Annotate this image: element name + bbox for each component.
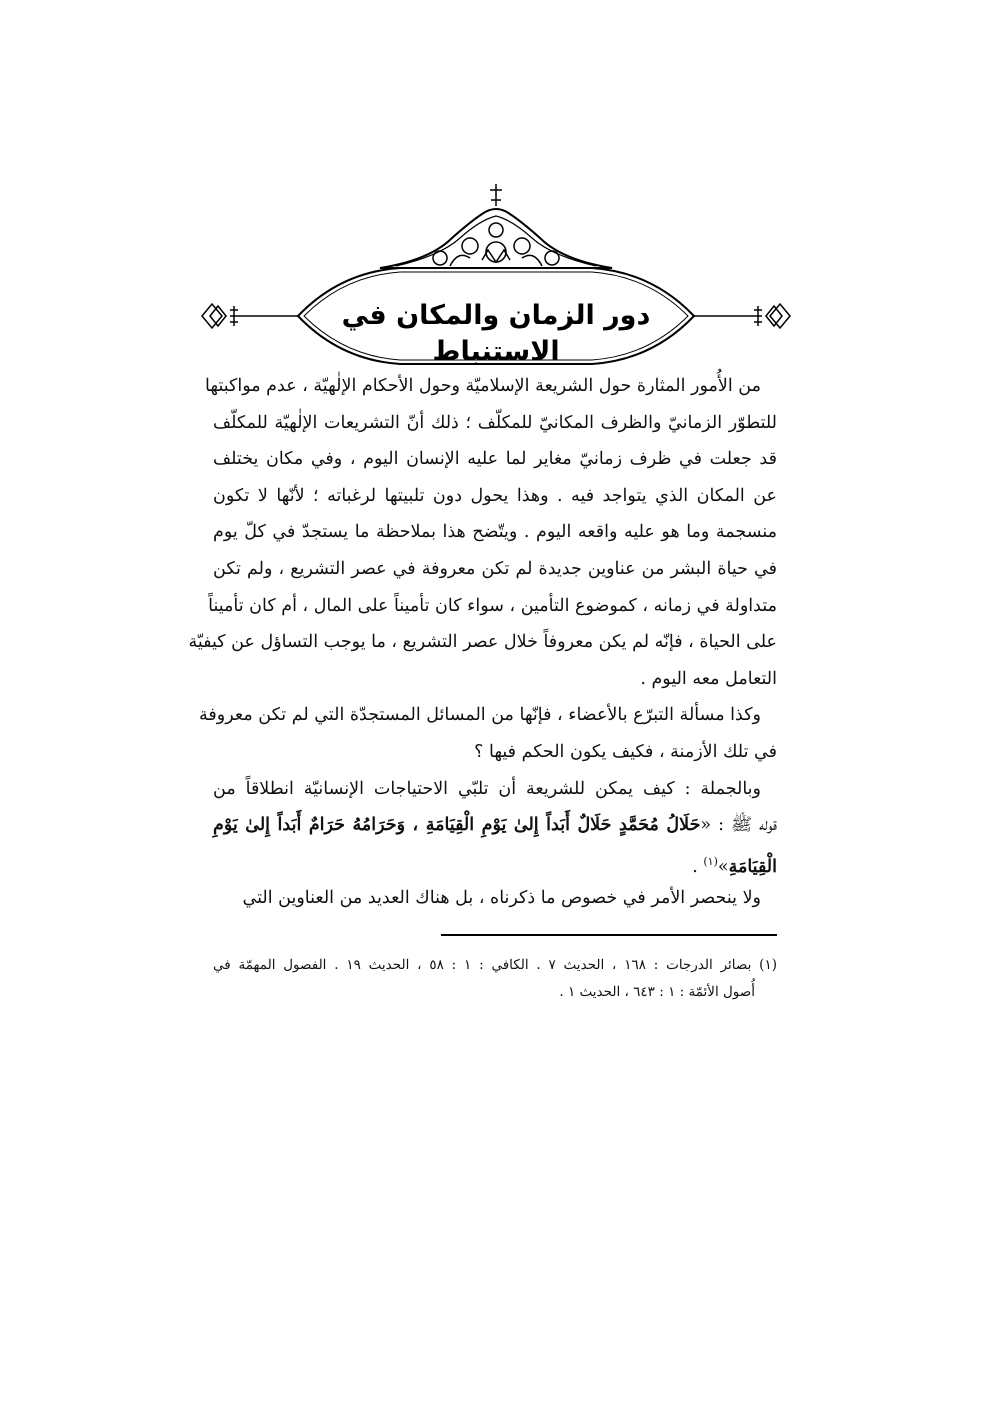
hadith-quote: الْقِيَامَةِ xyxy=(728,856,777,877)
hadith-quote: حَلَالُ مُحَمَّدٍ حَلَالٌ أَبَداً إِلىٰ يَوْمِ الْقِيَامَةِ ، وَحَرَامُهُ حَرَامٌ أَبَداً إِلىٰ يَوْمِ xyxy=(213,815,701,836)
footnote-ref[interactable]: (١) xyxy=(703,854,718,868)
quote-line xyxy=(213,844,777,881)
text-line: من الأُمور المثارة حول الشريعة الإسلاميّة وحول الأحكام الإلٰهيّة ، عدم مواكبتها xyxy=(205,376,761,396)
quote-line xyxy=(213,807,777,844)
text-line: للتطوّر الزمانيّ والظرف المكانيّ للمكلّف ؛ ذلك أنّ التشريعات الإلٰهيّة للمكلّف xyxy=(213,412,777,433)
footnote-divider xyxy=(441,934,777,936)
text-line: في تلك الأزمنة ، فكيف يكون الحكم فيها ؟ xyxy=(474,741,777,762)
footnote-line: أُصول الأئمّة : ١ : ٦٤٣ ، الحديث ١ . xyxy=(559,984,755,1000)
text-line: عن المكان الذي يتواجد فيه . وهذا يحول دون تلبيتها لرغباته ؛ لأنّها لا تكون xyxy=(213,485,777,506)
text-line: قد جعلت في ظرف زمانيّ مغاير لما عليه الإنسان اليوم ، وفي مكان يختلف xyxy=(213,449,777,470)
text-line: منسجمة وما هو عليه واقعه اليوم . ويتّضح هذا بملاحظة ما يستجدّ في كلّ يوم xyxy=(213,522,777,543)
text-line: في حياة البشر من عناوين جديدة لم تكن معروفة في عصر التشريع ، ولم تكن xyxy=(213,558,777,579)
chapter-heading xyxy=(200,180,792,365)
quote-end: . xyxy=(692,856,704,877)
footnotes xyxy=(213,952,777,1006)
page-title: دور الزمان والمكان في الاستنباط xyxy=(341,300,651,367)
quote-prefix: قوله ﷺ : « xyxy=(700,815,777,836)
text-line: التعامل معه اليوم . xyxy=(640,668,777,689)
text-line: على الحياة ، فإنّه لم يكن معروفاً خلال عصر التشريع ، ما يوجب التساؤل عن كيفيّة xyxy=(188,632,777,653)
quote-close: » xyxy=(717,856,729,877)
text-line: متداولة في زمانه ، كموضوع التأمين ، سواء كان تأميناً على المال ، أم كان تأميناً xyxy=(208,595,777,616)
body-text xyxy=(188,368,777,917)
footnote-line: (١) بصائر الدرجات : ١٦٨ ، الحديث ٧ . الكافي : ١ : ٥٨ ، الحديث ١٩ . الفصول المهمّة في xyxy=(213,957,777,973)
text-line: وبالجملة : كيف يمكن للشريعة أن تلبّي الاحتياجات الإنسانيّة انطلاقاً من xyxy=(213,778,761,799)
text-line: ولا ينحصر الأمر في خصوص ما ذكرناه ، بل هناك العديد من العناوين التي xyxy=(242,888,761,909)
text-line: وكذا مسألة التبرّع بالأعضاء ، فإنّها من المسائل المستجدّة التي لم تكن معروفة xyxy=(199,705,761,726)
